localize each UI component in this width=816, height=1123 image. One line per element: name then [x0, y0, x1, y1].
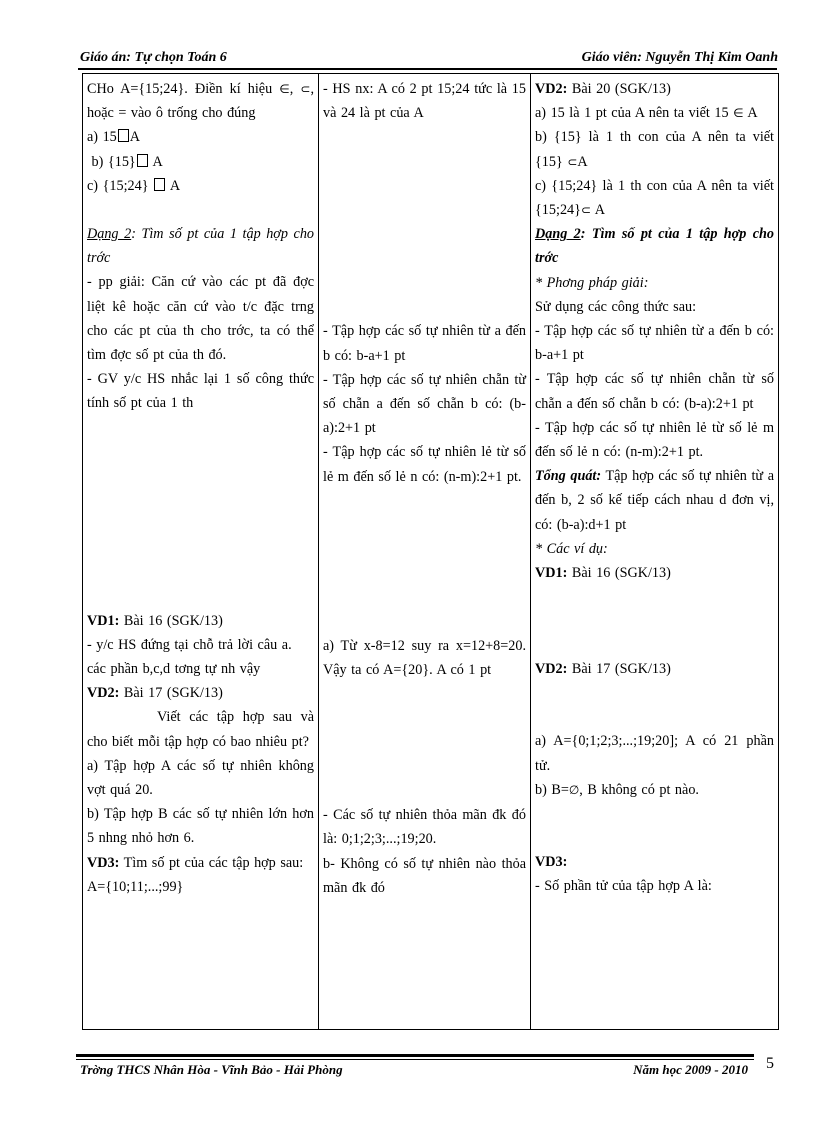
vd1-a: - y/c HS đứng tại chỗ trả lời câu a.	[87, 636, 292, 653]
vd2-answer-a: - Các số tự nhiên thỏa mãn đk đó là: 0;1;2;3;...;19;20.	[323, 807, 526, 848]
vd1-heading-content: VD1: Bài 16 (SGK/13)	[535, 565, 671, 582]
formula-1: - Tập hợp các số tự nhiên từ a đến b có: b-a+1 pt	[323, 323, 526, 364]
vd2-a: a) Tập hợp A các số tự nhiên không vợt quá 20.	[87, 757, 314, 799]
vd2-solution-b: b) B=∅, B không có pt nào.	[535, 781, 699, 798]
vd2-answer-b: b- Không có số tự nhiên nào thỏa mãn đk đó	[323, 855, 526, 896]
footer-year: Năm học 2009 - 2010	[633, 1062, 748, 1077]
col-content	[531, 74, 779, 1030]
vd2-bai20-heading: VD2: Bài 20 (SGK/13)	[535, 81, 671, 97]
examples-label: * Các ví dụ:	[535, 540, 608, 557]
formula-2: - Tập hợp các số tự nhiên chẵn từ số chẵn a đến số chẵn b có: (b-a):2+1 pt	[323, 371, 526, 437]
vd2-solution-a: a) A={0;1;2;3;...;19;20]; A có 21 phần tử.	[535, 733, 774, 774]
header-left: Giáo án: Tự chọn Toán 6	[80, 50, 227, 65]
gv-request: - GV y/c HS nhắc lại 1 số công thức tính số pt của 1 th	[87, 371, 314, 412]
vd1-answer: a) Từ x-8=12 suy ra x=12+8=20. Vậy ta có A={20}. A có 1 pt	[323, 637, 526, 679]
footer-school: Trờng THCS Nhân Hòa - Vĩnh Bảo - Hải Phòng	[80, 1062, 343, 1077]
page-footer	[80, 1062, 760, 1080]
header-rule	[78, 68, 777, 70]
vd2-heading-content: VD2: Bài 17 (SGK/13)	[535, 661, 671, 678]
method-text: - pp giải: Căn cứ vào các pt đã đợc liệt kê hoặc căn cứ vào t/c đặc trng cho các pt của th cho trớc, ta có thể tìm đợc số pt của th đó.	[87, 274, 314, 364]
page-number: 5	[766, 1055, 774, 1072]
item-a: a) 15 A	[87, 129, 141, 146]
method-intro: Sử dụng các công thức sau:	[535, 298, 697, 315]
formula-3: - Tập hợp các số tự nhiên lẻ từ số lẻ m đến số lẻ n có: (n-m):2+1 pt.	[323, 444, 526, 485]
student-remark: - HS nx: A có 2 pt 15;24 tức là 15 và 24 là pt của A	[323, 81, 526, 122]
col-teacher-activity	[83, 74, 319, 1030]
blank-box	[154, 178, 165, 191]
dang2-heading-content: Dạng 2: Tìm số pt của 1 tập hợp cho trớc	[535, 226, 775, 267]
lesson-table	[82, 73, 779, 1030]
item-c: c) {15;24} A	[87, 177, 181, 194]
page-header	[78, 50, 778, 68]
vd1-b: các phần b,c,d tơng tự nh vậy	[87, 661, 261, 678]
answer-a: a) 15 là 1 pt của A nên ta viết 15 ∈ A	[535, 105, 758, 122]
vd2-question: Viết các tập hợp sau và cho biết mỗi tập hợp có bao nhiêu pt?	[87, 709, 314, 750]
blank-box	[118, 129, 129, 142]
footer-rule-thin	[76, 1059, 754, 1060]
answer-b: b) {15} là 1 th con của A nên ta viết {15} ⊂A	[535, 129, 774, 170]
item-b: b) {15} A	[91, 153, 163, 170]
formula-1-content: - Tập hợp các số tự nhiên từ a đến b có: b-a+1 pt	[535, 323, 774, 364]
vd1-heading: VD1: Bài 16 (SGK/13)	[87, 612, 223, 629]
vd3-heading: VD3: Tìm số pt của các tập hợp sau:	[87, 854, 304, 871]
dang2-heading: Dạng 2: Tìm số pt của 1 tập hợp cho trớc	[87, 226, 315, 267]
answer-c: c) {15;24} là 1 th con của A nên ta viết {15;24}⊂ A	[535, 177, 774, 219]
method-label: * Phơng pháp giải:	[535, 274, 649, 291]
formula-2-content: - Tập hợp các số tự nhiên chẵn từ số chẵn a đến số chẵn b có: (b-a):2+1 pt	[535, 371, 774, 412]
col-student-activity	[319, 74, 531, 1030]
formula-3-content: - Tập hợp các số tự nhiên lẻ từ số lẻ m đến số lẻ n có: (n-m):2+1 pt.	[535, 419, 774, 461]
blank-box	[137, 154, 148, 167]
vd2-b: b) Tập hợp B các số tự nhiên lớn hơn 5 nhng nhỏ hơn 6.	[87, 806, 314, 847]
vd3-solution: - Số phần tử của tập hợp A là:	[535, 878, 712, 895]
vd3-heading-content: VD3:	[535, 854, 568, 871]
vd3-a: A={10;11;...;99}	[87, 878, 184, 895]
general-formula: Tổng quát: Tập hợp các số tự nhiên từ a đến b, 2 số kế tiếp cách nhau d đơn vị, có: (b-a):d+1 pt	[535, 468, 774, 533]
vd2-heading: VD2: Bài 17 (SGK/13)	[87, 685, 223, 702]
header-right: Giáo viên: Nguyễn Thị Kim Oanh	[581, 50, 778, 65]
footer-rule-thick	[76, 1054, 754, 1057]
exercise-intro: CHo A={15;24}. Điền kí hiệu ∈, ⊂, hoặc = vào ô trống cho đúng	[87, 81, 315, 122]
